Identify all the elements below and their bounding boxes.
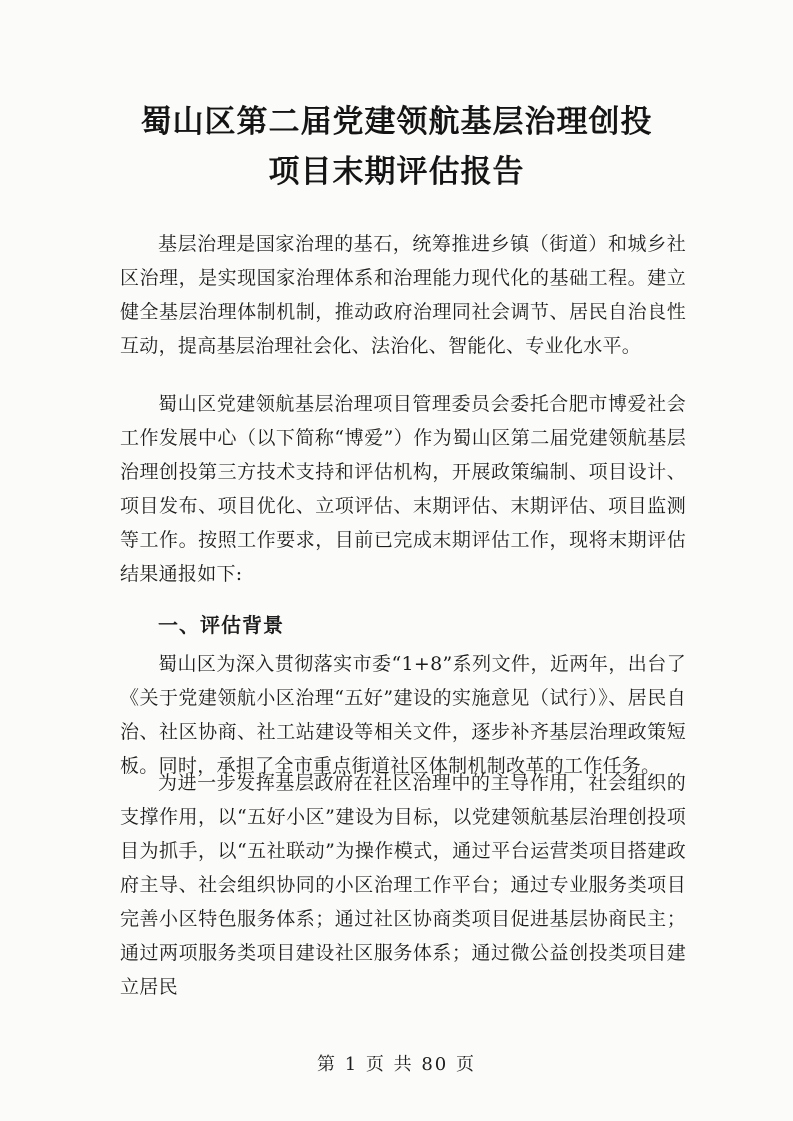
body-paragraph-2: 蜀山区党建领航基层治理项目管理委员会委托合肥市博爱社会工作发展中心（以下简称“博爱”）作为蜀山区第二届党建领航基层治理创投第三方技术支持和评估机构，开展政策编制、项目设计、项目发布、项目优化、立项评估、末期评估、末期评估、项目监测等工作。按照工作要求，目前已完成末期评估工作，现将末期评估结果通报如下: xyxy=(120,393,686,585)
document-title-line-1: 蜀山区第二届党建领航基层治理创投 xyxy=(140,104,653,140)
page-footer: 第 1 页 共 80 页 xyxy=(317,1054,476,1075)
body-paragraph-3: 蜀山区为深入贯彻落实市委“1+8”系列文件，近两年，出台了《关于党建领航小区治理“五好”建设的实施意见（试行）》、居民自治、社区协商、社工站建设等相关文件，逐步补齐基层治理政策短板。同时，承担了全市重点街道社区体制机制改革的工作任务。 xyxy=(120,653,686,777)
body-paragraph-1: 基层治理是国家治理的基石，统筹推进乡镇（街道）和城乡社区治理，是实现国家治理体系和治理能力现代化的基础工程。建立健全基层治理体制机制，推动政府治理同社会调节、居民自治良性互动，提高基层治理社会化、法治化、智能化、专业化水平。 xyxy=(120,233,686,357)
document-title-line-2: 项目末期评估报告 xyxy=(268,154,525,190)
body-paragraph-4: 为进一步发挥基层政府在社区治理中的主导作用，社会组织的支撑作用，以“五好小区”建设为目标，以党建领航基层治理创投项目为抓手，以“五社联动”为操作模式，通过平台运营类项目搭建政府主导、社会组织协同的小区治理工作平台；通过专业服务类项目完善小区特色服务体系；通过社区协商类项目促进基层协商民主；通过两项服务类项目建设社区服务体系；通过微公益创投类项目建立居民 xyxy=(120,772,686,998)
section-heading: 一、评估背景 xyxy=(158,613,284,637)
